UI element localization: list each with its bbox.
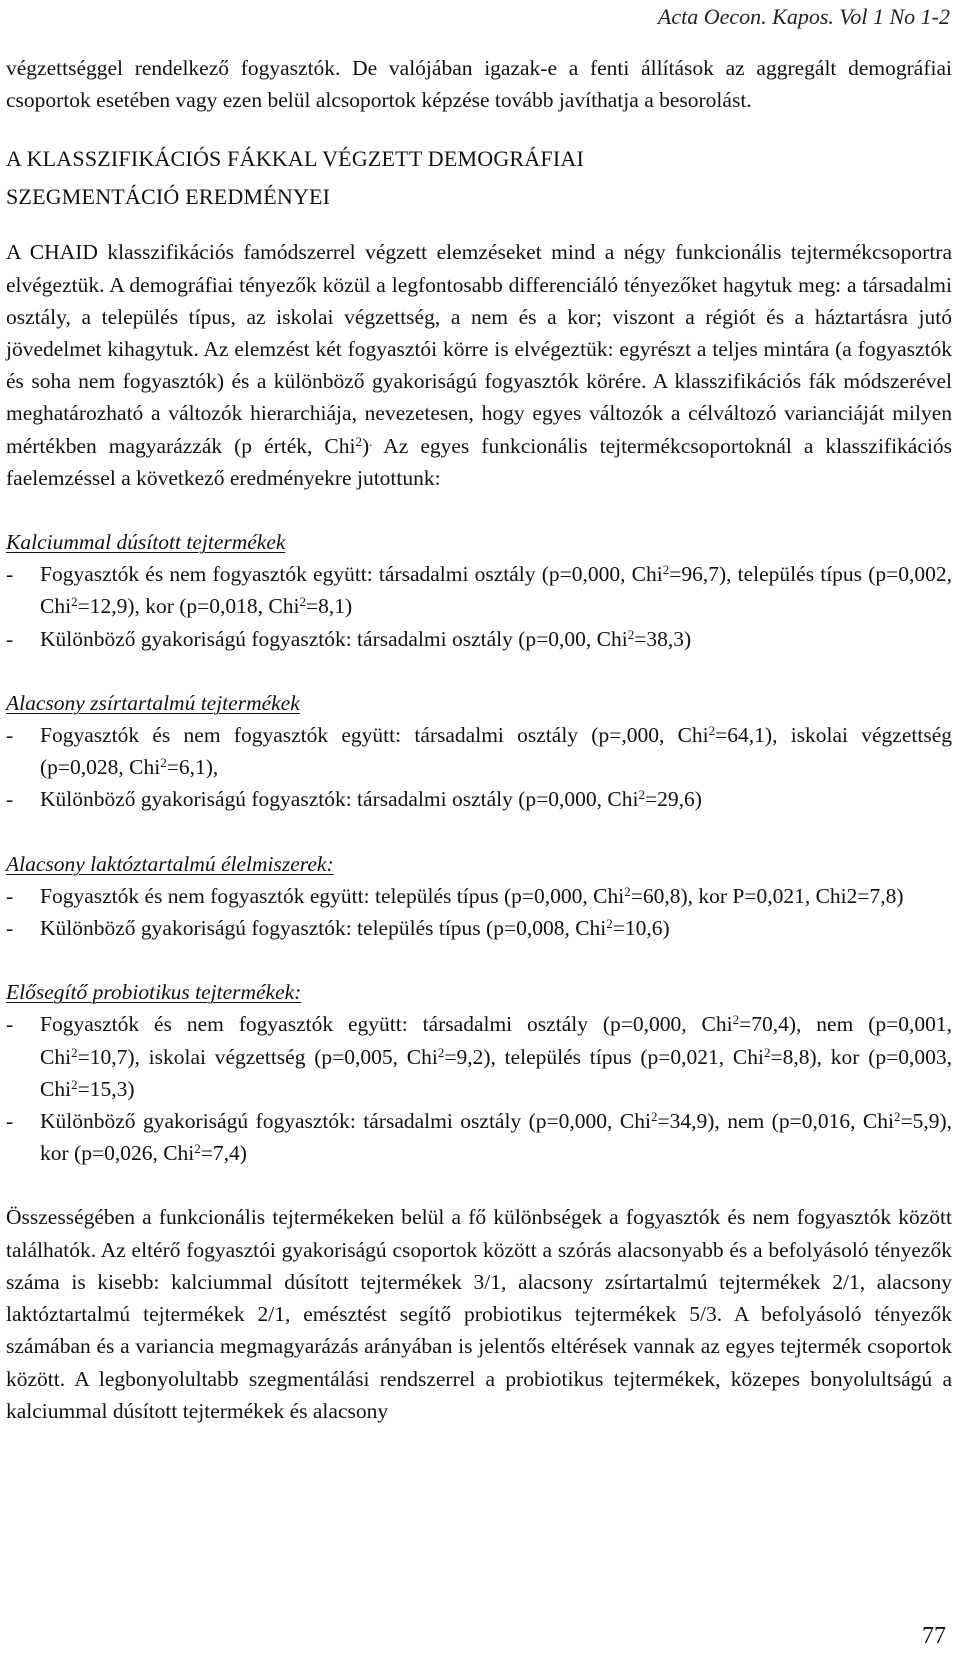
section-title: Elősegítő probiotikus tejtermékek: — [6, 980, 302, 1005]
dash-bullet: - — [6, 723, 14, 748]
method-text-rest: Az egyes funkcionális tejtermékcsoportoknál a klasszifikációs faelemzéssel a következő eredményekre jutottunk: — [6, 433, 952, 490]
section-title: Alacsony laktóztartalmú élelmiszerek: — [6, 851, 334, 876]
chi-superscript: 2 — [299, 594, 306, 610]
result-text: =96,7), település típus (p=0,002, Chi — [40, 562, 952, 619]
chi-superscript: 2 — [624, 883, 631, 899]
article-body — [6, 52, 952, 1427]
section-heading-line-2: SZEGMENTÁCIÓ EREDMÉNYEI — [6, 184, 331, 210]
result-item — [6, 783, 952, 815]
chi-superscript: 2 — [71, 594, 78, 610]
chi-superscript: 2 — [662, 562, 670, 578]
method-text-close: ) — [362, 433, 370, 458]
page-number: 77 — [922, 1623, 946, 1649]
method-period: . — [369, 433, 373, 449]
chi-superscript: 2 — [638, 787, 645, 803]
dash-bullet: - — [6, 1012, 14, 1037]
result-text: =34,9), nem (p=0,016, Chi — [657, 1109, 894, 1134]
chi-superscript: 2 — [627, 626, 635, 642]
chi-superscript: 2 — [606, 916, 613, 932]
result-item — [6, 1105, 952, 1169]
dash-bullet: - — [6, 916, 14, 941]
chi-superscript: 2 — [160, 755, 167, 771]
result-text: Fogyasztók és nem fogyasztók együtt: társadalmi osztály (p=0,000, Chi — [40, 1012, 733, 1037]
result-text: =64,1), iskolai végzettség (p=0,028, Chi — [40, 723, 953, 780]
result-text: =6,1), — [166, 755, 219, 780]
result-item — [6, 880, 952, 912]
section-title: Kalciummal dúsított tejtermékek — [6, 530, 286, 555]
chi-superscript: 2 — [893, 1109, 901, 1125]
result-list — [6, 719, 952, 816]
result-text: =60,8), kor P=0,021, Chi2=7,8) — [630, 883, 904, 908]
result-text: =38,3) — [634, 626, 692, 651]
section-heading — [6, 140, 952, 216]
result-text: =9,2), település típus (p=0,021, Chi — [444, 1044, 764, 1069]
result-text: =12,9), kor (p=0,018, Chi — [77, 594, 300, 619]
result-text: =5,9), kor (p=0,026, Chi — [40, 1109, 953, 1166]
section-heading-line-1: A KLASSZIFIKÁCIÓS FÁKKAL VÉGZETT DEMOGRÁFIAI — [6, 146, 584, 172]
section-title: Alacsony zsírtartalmú tejtermékek — [6, 690, 300, 715]
result-text: =70,4), nem (p=0,001, Chi — [40, 1012, 952, 1069]
result-item — [6, 623, 952, 655]
result-item — [6, 558, 952, 622]
method-paragraph — [6, 236, 952, 494]
chi-superscript: 2 — [355, 433, 362, 449]
result-text: Különböző gyakoriságú fogyasztók: társadalmi osztály (p=0,00, Chi — [40, 626, 628, 651]
result-item — [6, 1008, 952, 1105]
result-text: Fogyasztók és nem fogyasztók együtt: társadalmi osztály (p=0,000, Chi — [40, 562, 663, 587]
result-item — [6, 719, 952, 783]
result-text: =8,1) — [306, 594, 353, 619]
chi-superscript: 2 — [763, 1044, 771, 1060]
chi-superscript: 2 — [732, 1012, 740, 1028]
chi-superscript: 2 — [708, 723, 716, 739]
result-text: Különböző gyakoriságú fogyasztók: társadalmi osztály (p=0,000, Chi — [40, 1109, 651, 1134]
result-text: Különböző gyakoriságú fogyasztók: település típus (p=0,008, Chi — [40, 916, 607, 941]
chi-superscript: 2 — [71, 1044, 78, 1060]
dash-bullet: - — [6, 787, 14, 812]
result-text: Fogyasztók és nem fogyasztók együtt: társadalmi osztály (p=,000, Chi — [40, 723, 709, 748]
results-sections — [6, 526, 952, 1169]
result-text: Különböző gyakoriságú fogyasztók: társadalmi osztály (p=0,000, Chi — [40, 787, 639, 812]
intro-paragraph: végzettséggel rendelkező fogyasztók. De valójában igazak-e a fenti állítások az aggregált demográfiai csoportok esetében vagy ezen belül alcsoportok képzése tovább javíthatja a besorolást. — [6, 56, 952, 113]
method-text: A CHAID klasszifikációs famódszerrel végzett elemzéseket mind a négy funkcionális tejtermékcsoportra elvégeztük. A demográfiai tényezők közül a legfontosabb differenciáló tényezőket hagytuk meg: a társadalmi osztály, a település típus, az iskolai végzettség, a nem és a kor; viszont a régiót és a háztartásra jutó jövedelmet kihagytuk. Az elemzést két fogyasztói körre is elvégeztük: egyrészt a teljes mintára (a fogyasztók és soha nem fogyasztók) és a különböző gyakoriságú fogyasztók körére. A klasszifikációs fák módszerével meghatározható a változók hierarchiája, nevezetesen, hogy egyes változók a célváltozó varianciáját milyen mértékben magyarázzák (p érték, Chi — [6, 240, 952, 458]
conclusion-paragraph: Összességében a funkcionális tejtermékeken belül a fő különbségek a fogyasztók és nem fogyasztók között találhatók. Az eltérő fogyasztói gyakoriságú csoportok között a szórás alacsonyabb és a befolyásoló tényezők száma is kisebb: kalciummal dúsított tejtermékek 3/1, alacsony zsírtartalmú tejtermékek 2/1, alacsony laktóztartalmú tejtermékek 2/1, emésztést segítő probiotikus tejtermékek 5/3. A befolyásoló tényezők számában és a variancia megmagyarázás arányában is jelentős eltérések vannak az egyes tejtermék csoportok között. A legbonyolultabb szegmentálási rendszerrel a probiotikus tejtermékek, közepes bonyolultságú a kalciummal dúsított tejtermékek és alacsony — [6, 1205, 952, 1423]
chi-superscript: 2 — [71, 1076, 78, 1092]
chi-superscript: 2 — [194, 1141, 201, 1157]
result-text: =10,7), iskolai végzettség (p=0,005, Chi — [77, 1044, 438, 1069]
result-text: =8,8), kor (p=0,003, Chi — [40, 1044, 952, 1101]
dash-bullet: - — [6, 883, 14, 908]
dash-bullet: - — [6, 1109, 14, 1134]
result-text: =7,4) — [200, 1141, 247, 1166]
result-text: =10,6) — [612, 916, 670, 941]
dash-bullet: - — [6, 562, 14, 587]
result-text: =15,3) — [77, 1076, 135, 1101]
chi-superscript: 2 — [437, 1044, 445, 1060]
result-list — [6, 558, 952, 655]
result-text: Fogyasztók és nem fogyasztók együtt: település típus (p=0,000, Chi — [40, 883, 625, 908]
chi-superscript: 2 — [650, 1109, 658, 1125]
dash-bullet: - — [6, 626, 14, 651]
result-list — [6, 1008, 952, 1169]
result-list — [6, 880, 952, 944]
result-item — [6, 912, 952, 944]
journal-header: Acta Oecon. Kapos. Vol 1 No 1-2 — [657, 4, 950, 29]
result-text: =29,6) — [644, 787, 702, 812]
